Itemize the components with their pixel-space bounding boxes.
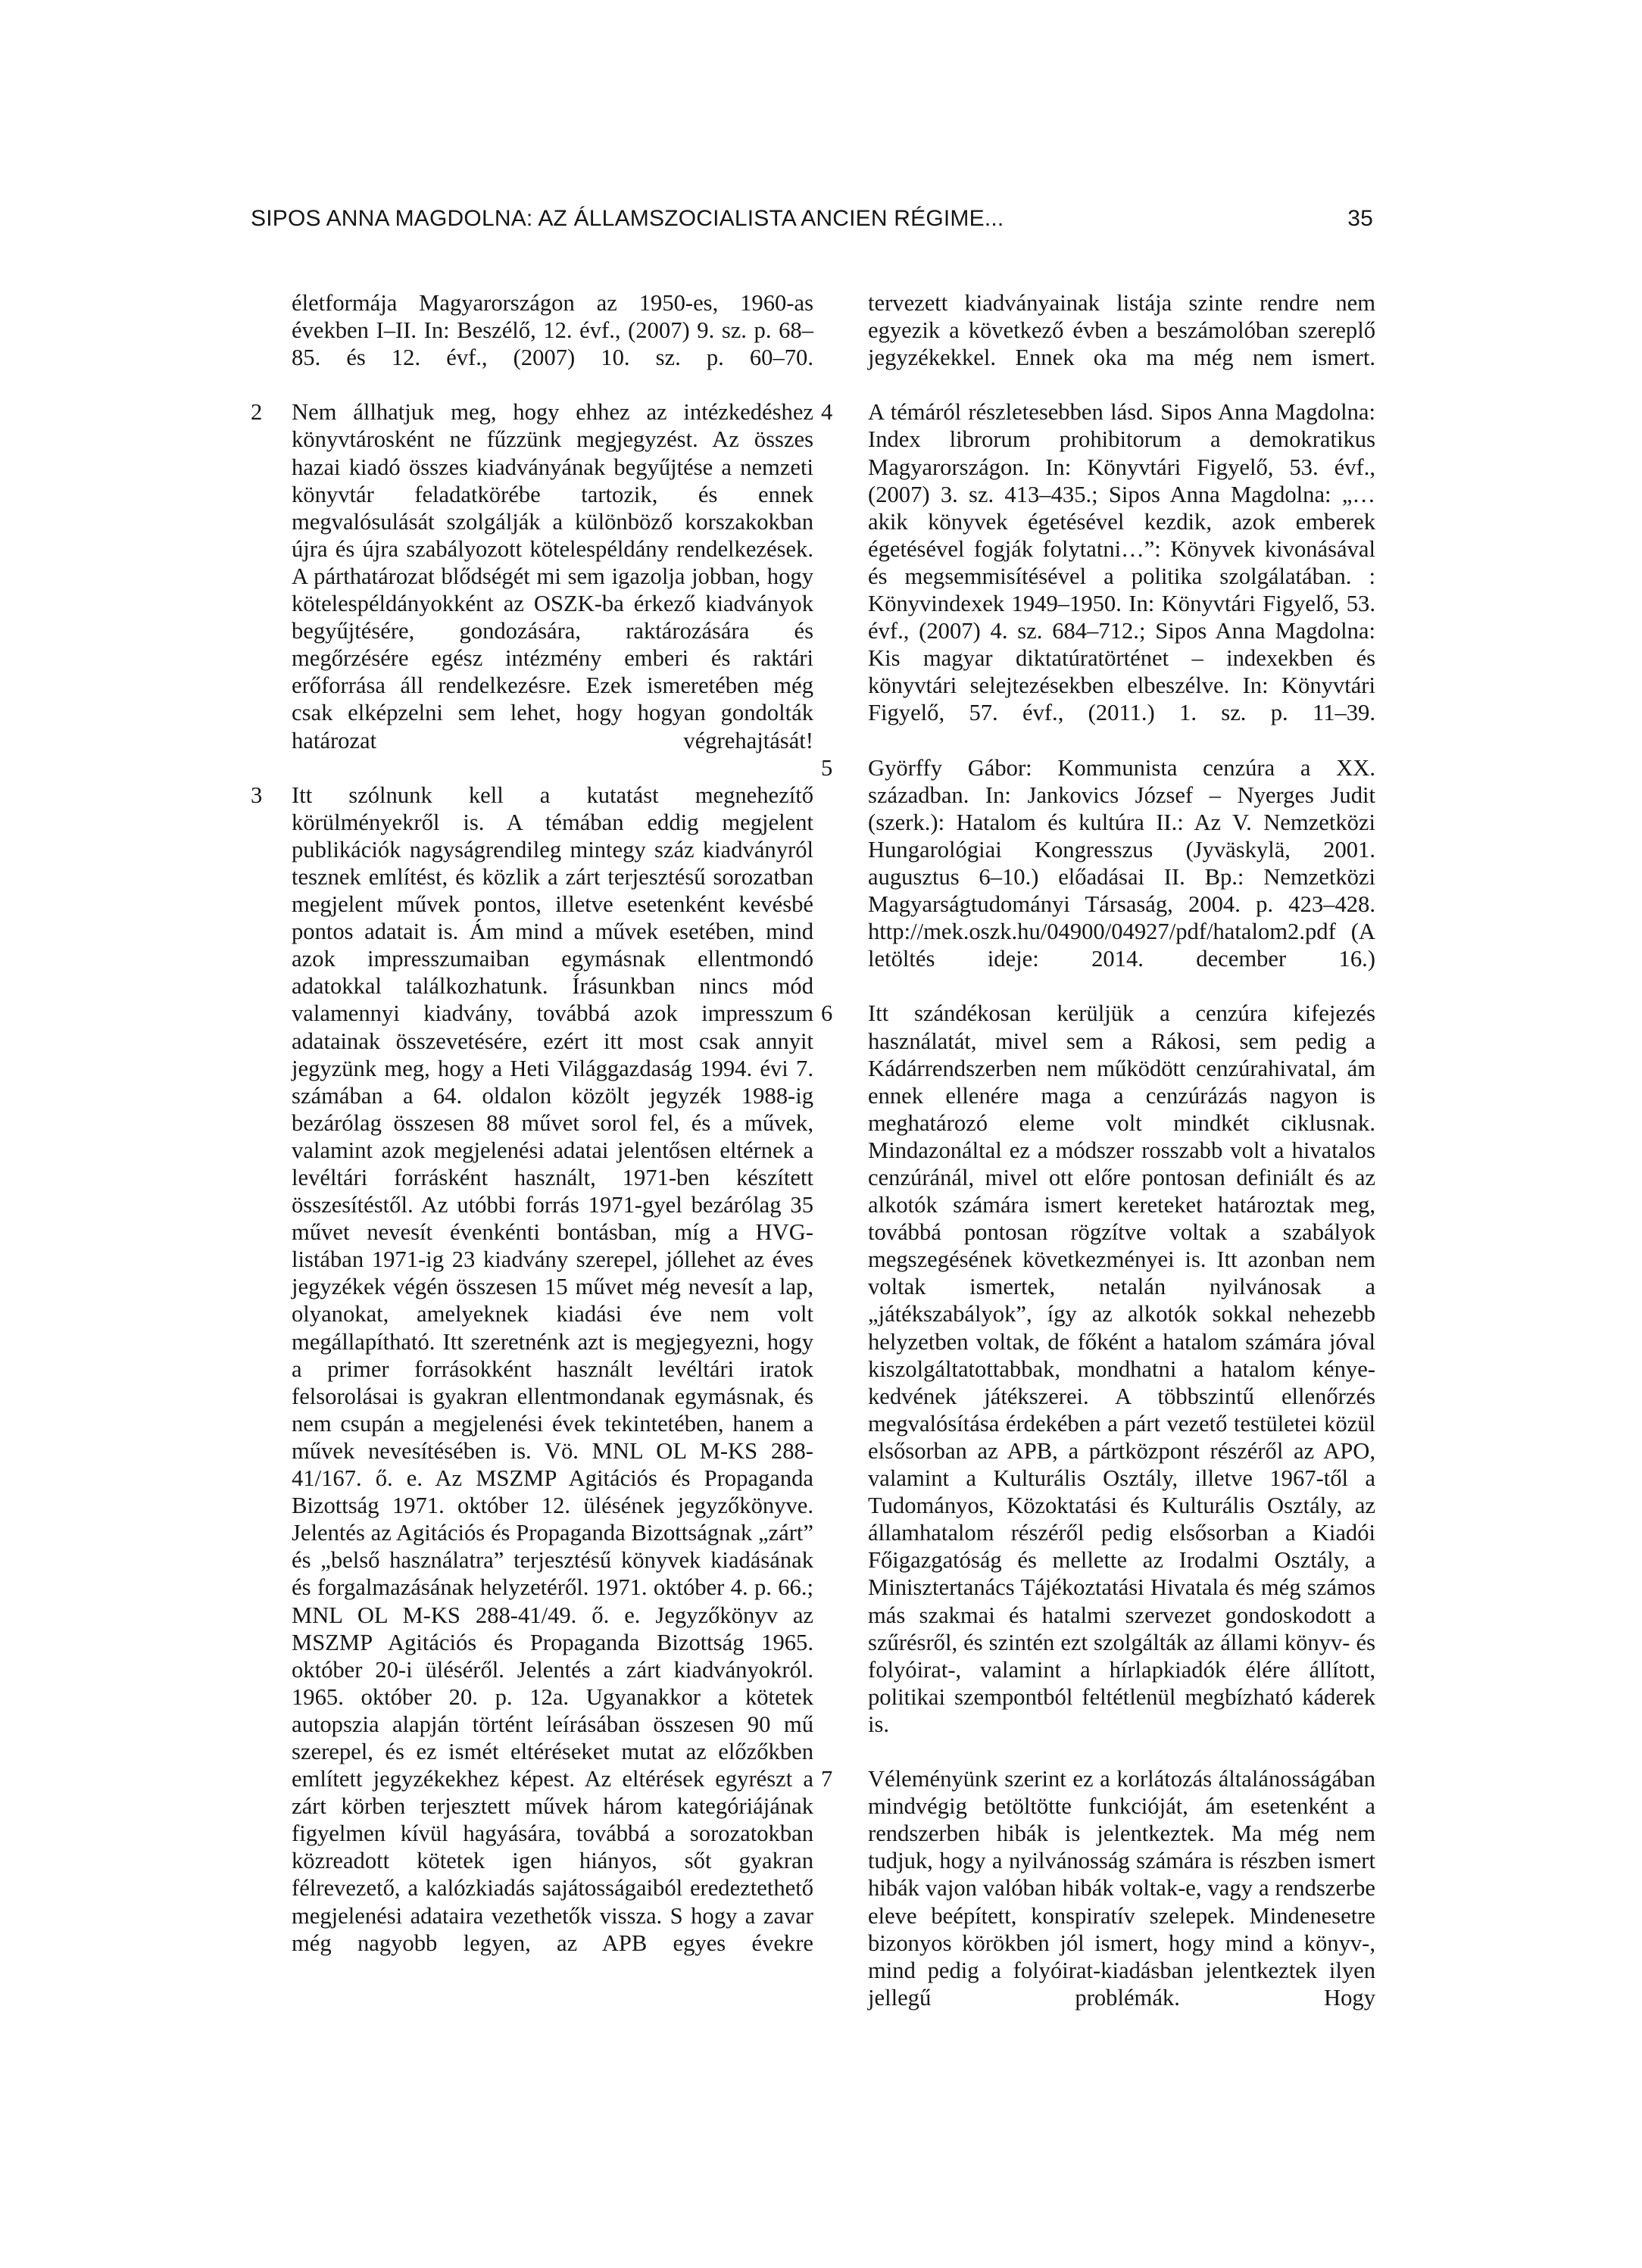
- footnote-text: életformája Magyarországon az 1950-es, 1960-as években I–II. In: Beszélő, 12. évf., (2007) 9. sz. p. 68–85. és 12. évf., (2007) 10. sz. p. 60–70.: [292, 290, 813, 371]
- running-head: [251, 201, 1373, 239]
- footnote-number: 6: [821, 1000, 833, 1027]
- footnote-1-continuation: [251, 289, 813, 398]
- footnote-text: Nem állhatjuk meg, hogy ehhez az intézkedéshez könyvtárosként ne fűzzünk megjegyzést. Az összes hazai kiadó összes kiadványának begyűjtése a nemzeti könyvtár feladatkörébe tartozik, és ennek megvalósulását szolgálják a különböző korszakokban újra és újra szabályozott kötelespéldány rendelkezések. A párthatározat blődségét mi sem igazolja jobban, hogy kötelespéldányokként az OSZK-ba érkező kiadványok begyűjtésére, gondozására, raktározására és megőrzésére egész intézmény emberi és raktári erőforrása áll rendelkezésre. Ezek ismeretében még csak elképzelni sem lehet, hogy hogyan gondolták határozat végrehajtását!: [292, 399, 813, 753]
- footnote-text: A témáról részletesebben lásd. Sipos Anna Magdolna: Index librorum prohibitorum a demokratikus Magyarországon. In: Könyvtári Figyelő, 53. évf., (2007) 3. sz. 413–435.; Sipos Anna Magdolna: „…akik könyvek égetésével kezdik, azok emberek égetésével fogják folytatni…”: Könyvek kivonásával és megsemmisítésével a politika szolgálatában. : Könyvindexek 1949–1950. In: Könyvtári Figyelő, 53. évf., (2007) 4. sz. 684–712.; Sipos Anna Magdolna: Kis magyar diktatúratörténet – indexekben és könyvtári selejtezésekben elbeszélve. In: Könyvtári Figyelő, 57. évf., (2011.) 1. sz. p. 11–39.: [868, 399, 1375, 726]
- footnote-text: Véleményünk szerint ez a korlátozás általánosságában mindvégig betöltötte funkcióját, ám esetenként a rendszerben hibák is jelentkeztek. Ma még nem tudjuk, hogy a nyilvánosság számára is részben ismert hibák vajon valóban hibák voltak-e, vagy a rendszerbe eleve beépített, konspiratív szelepek. Mindenesetre bizonyos körökben jól ismert, hogy mind a könyv-, mind pedig a folyóirat-kiadásban jelentkeztek ilyen jellegű problémák. Hogy: [868, 1766, 1375, 2011]
- footnotes-left-column: [251, 289, 813, 1984]
- footnote-text: tervezett kiadványainak listája szinte rendre nem egyezik a következő évben a beszámolóban szereplő jegyzékekkel. Ennek oka ma még nem ismert.: [868, 290, 1375, 371]
- footnote-text: Györffy Gábor: Kommunista cenzúra a XX. században. In: Jankovics József – Nyerges Judit (szerk.): Hatalom és kultúra II.: Az V. Nemzetközi Hungarológiai Kongresszus (Jyväskylä, 2001. augusztus 6–10.) előadásai II. Bp.: Nemzetközi Magyarságtudományi Társaság, 2004. p. 423–428. http://mek.oszk.hu/04900/04927/pdf/hatalom2.pdf (A letöltés ideje: 2014. december 16.): [868, 754, 1375, 972]
- footnotes-right-column: [821, 289, 1375, 2039]
- footnote-5: [821, 754, 1375, 1000]
- footnote-number: 2: [251, 399, 263, 426]
- footnote-number: 4: [821, 399, 833, 426]
- footnote-4: [821, 398, 1375, 753]
- footnote-text: Itt szándékosan kerüljük a cenzúra kifejezés használatát, mivel sem a Rákosi, sem pedig a Kádárrendszerben nem működött cenzúrahivatal, ám ennek ellenére maga a cenzúrázás nagyon is meghatározó eleme volt mindkét ciklusnak. Mindazonáltal ez a módszer rosszabb volt a hivatalos cenzúránál, mivel ott előre pontosan definiált és az alkotók számára ismert kereteket határoztak meg, továbbá pontosan rögzítve voltak a szabályok megszegésének következményei is. Itt azonban nem voltak ismertek, netalán nyilvánosak a „játékszabályok”, így az alkotók sokkal nehezebb helyzetben voltak, de főként a hatalom számára jóval kiszolgáltatottabbak, mondhatni a hatalom kénye-kedvének játékszerei. A többszintű ellenőrzés megvalósítása érdekében a párt vezető testületei közül elsősorban az APB, a pártközpont részéről az APO, valamint a Kulturális Osztály, illetve 1967-től a Tudományos, Közoktatási és Kulturális Osztály, az államhatalom részéről pedig elsősorban a Kiadói Főigazgatóság és mellette az Irodalmi Osztály, a Minisztertanács Tájékoztatási Hivatala és még számos más szakmai és hatalmi szervezet gondoskodott a szűrésről, és szintén ezt szolgálták az állami könyv- és folyóirat-, valamint a hírlapkiadók élére állított, politikai szempontból feltétlenül megbízható káderek is.: [868, 1000, 1375, 1737]
- footnote-number: 3: [251, 781, 263, 808]
- footnote-number: 5: [821, 754, 833, 781]
- page-number: 35: [1347, 206, 1373, 231]
- footnote-number: 7: [821, 1766, 833, 1792]
- footnote-3: [251, 781, 813, 1984]
- footnote-7: [821, 1765, 1375, 2039]
- footnote-6: [821, 1000, 1375, 1765]
- footnote-3-continuation: [821, 289, 1375, 398]
- footnote-text: Itt szólnunk kell a kutatást megnehezítő körülményekről is. A témában eddig megjelent publikációk nagyságrendileg mintegy száz kiadványról tesznek említést, és közlik a zárt terjesztésű sorozatban megjelent művek pontos, illetve esetenként kevésbé pontos adatait is. Ám mind a művek esetében, mind azok impresszumaiban egymásnak ellentmondó adatokkal találkozhatunk. Írásunkban nincs mód valamennyi kiadvány, továbbá azok impresszum adatainak összevetésére, ezért itt most csak annyit jegyzünk meg, hogy a Heti Világgazdaság 1994. évi 7. számában a 64. oldalon közölt jegyzék 1988-ig bezárólag összesen 88 művet sorol fel, és a művek, valamint azok megjelenési adatai jelentősen eltérnek a levéltári forrásként használt, 1971-ben készített összesítéstől. Az utóbbi forrás 1971-gyel bezárólag 35 művet nevesít évenkénti bontásban, míg a HVG-listában 1971-ig 23 kiadvány szerepel, jóllehet az éves jegyzékek végén összesen 15 művet még nevesít a lap, olyanokat, amelyeknek kiadási éve nem volt megállapítható. Itt szeretnénk azt is megjegyezni, hogy a primer forrásokként használt levéltári iratok felsorolásai is gyakran ellentmondanak egymásnak, és nem csupán a megjelenési évek tekintetében, hanem a művek nevesítésében is. Vö. MNL OL M-KS 288-41/167. ő. e. Az MSZMP Agitációs és Propaganda Bizottság 1971. október 12. ülésének jegyzőkönyve. Jelentés az Agitációs és Propaganda Bizottságnak „zárt” és „belső használatra” terjesztésű könyvek kiadásának és forgalmazásának helyzetéről. 1971. október 4. p. 66.; MNL OL M-KS 288-41/49. ő. e. Jegyzőkönyv az MSZMP Agitációs és Propaganda Bizottság 1965. október 20-i üléséről. Jelentés a zárt kiadványokról. 1965. október 20. p. 12a. Ugyanakkor a kötetek autopszia alapján történt leírásában összesen 90 mű szerepel, és ez ismét eltéréseket mutat az előzőkben említett jegyzékekhez képest. Az eltérések egyrészt a zárt körben terjesztett művek három kategóriájának figyelmen kívül hagyására, továbbá a sorozatokban közreadott kötetek igen hiányos, sőt gyakran félrevezető, a kalózkiadás sajátosságaiból eredeztethető megjelenési adataira vezethetők vissza. S hogy a zavar még nagyobb legyen, az APB egyes évekre: [292, 781, 813, 1956]
- footnote-2: [251, 398, 813, 781]
- running-head-title: SIPOS ANNA MAGDOLNA: AZ ÁLLAMSZOCIALISTA ANCIEN RÉGIME...: [251, 206, 1004, 231]
